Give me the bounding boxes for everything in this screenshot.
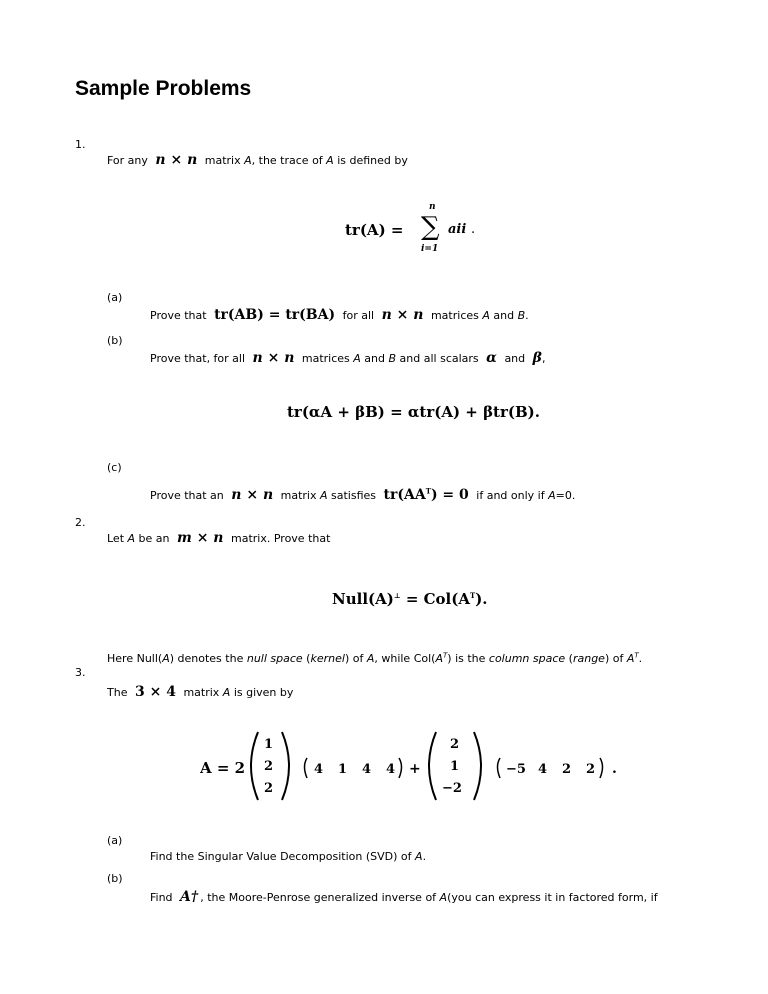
row1-3: 4 [386,762,396,777]
p1c-label: (c) [107,461,122,474]
p3b-label: (b) [107,872,123,885]
p1c-text: Prove that an n × n matrix A satisfies $tr(AA^T) = 0$ if and only if A=0. [150,486,576,503]
row2-2: 2 [562,762,572,777]
trace-commute-math: tr(AB) = tr(BA) [214,307,336,323]
problem-1-intro: For any n × n matrix A, the trace of A is defined by [107,152,408,168]
page-title: Sample Problems [75,77,252,100]
trace-formula: tr(A) = n ∑ i=1 aii . [345,202,476,254]
p1a-text: Prove that tr(AB) = tr(BA) for all n × n matrices A and B. [150,307,529,323]
p1b-text: Prove that, for all n × n matrices A and B and all scalars α and β, [150,350,546,366]
col1-1: 2 [264,759,274,774]
problem-2-number: 2. [75,516,86,529]
p3a-text: Find the Singular Value Decomposition (SVD) of A. [150,850,427,863]
plus-sign: + [409,761,421,777]
matrix-decomposition-formula [200,726,630,806]
trace-aat-math: $tr(AA^T) = 0$ [383,486,469,503]
p3b-text: Find A† , the Moore-Penrose generalized inverse of A(you can express it in factored form, if [150,889,658,905]
null-col-formula: Null(A)⊥ = $Col(A^T)$. [332,590,488,608]
row2-3: 2 [586,762,596,777]
col1-0: 1 [264,737,274,752]
pseudoinverse-math: A† [180,889,199,905]
linearity-formula: tr(αA + βB) = αtr(A) + βtr(B). [287,403,540,421]
row1-1: 1 [338,762,348,777]
p1a-label: (a) [107,291,123,304]
formula-end: . [612,761,617,777]
problem-2-intro: Let A be an m × n matrix. Prove that [107,530,331,546]
col2-0: 2 [450,737,460,752]
row2-0: −5 [506,762,526,777]
problem-2-note: Here Null(A) denotes the null space (kernel) of A, while $Col(A^T)$ is the column space (range) of $A^T$. [107,651,643,665]
nxn-math: n × n [155,152,198,168]
formula-lhs: A = 2 [200,759,246,777]
p3a-label: (a) [107,834,123,847]
col2-1: 1 [450,759,460,774]
p1b-label: (b) [107,334,123,347]
row2-1: 4 [538,762,548,777]
row1-0: 4 [314,762,324,777]
problem-3-number: 3. [75,666,86,679]
col2-2: −2 [442,781,462,796]
problem-1-number: 1. [75,138,86,151]
problem-3-intro: The 3 × 4 matrix A is given by [107,684,294,700]
row1-2: 4 [362,762,372,777]
col1-2: 2 [264,781,274,796]
